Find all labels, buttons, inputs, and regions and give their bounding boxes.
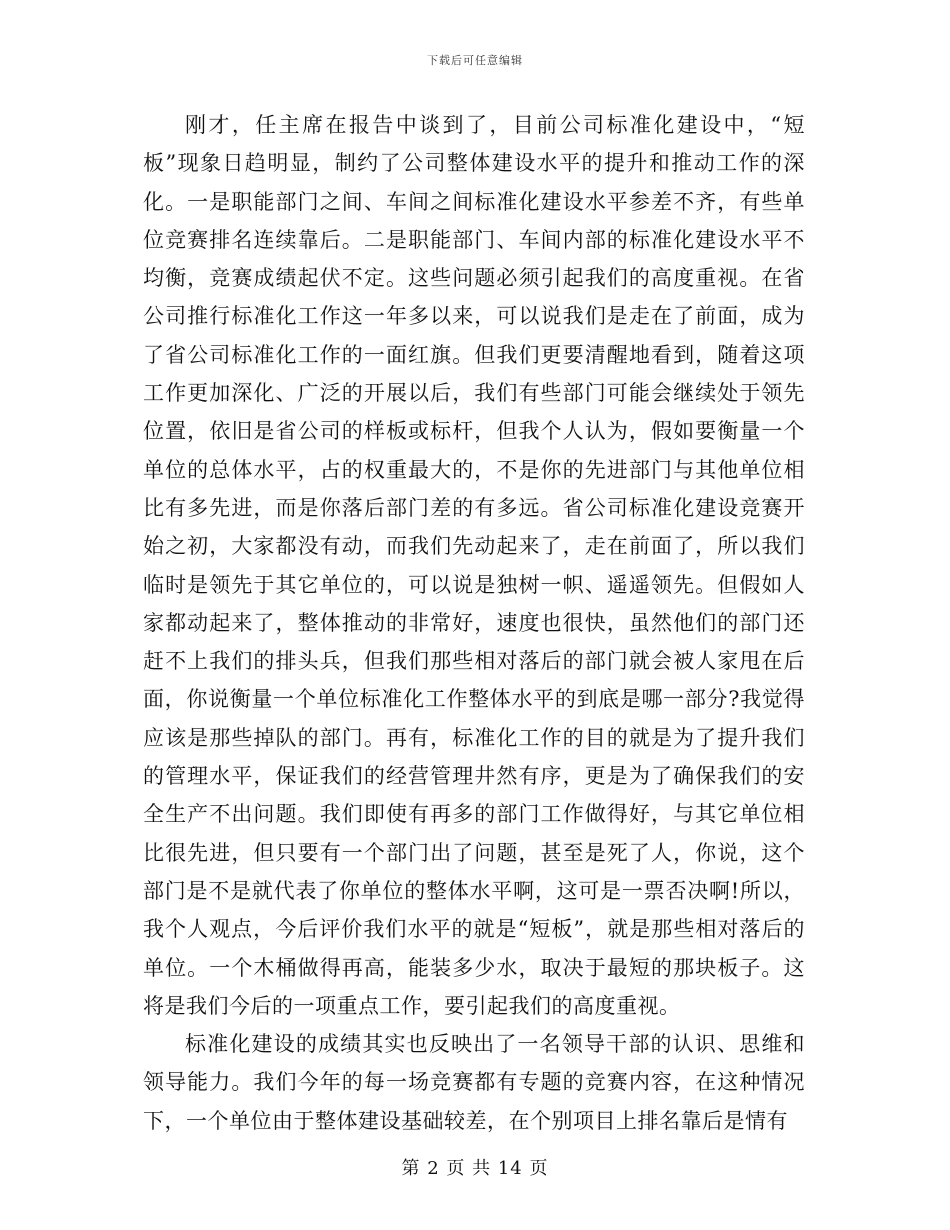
page-header: 下载后可任意编辑 <box>427 54 523 67</box>
paragraph-2: 标准化建设的成绩其实也反映出了一名领导干部的认识、思维和领导能力。我们今年的每一场竞赛都有专题的竞赛内容，在这种情况下，一个单位由于整体建设基础较差，在个别项目上排名靠后是情有 <box>143 1032 805 1133</box>
document-body <box>143 106 805 1140</box>
paragraph-1: 刚才，任主席在报告中谈到了，目前公司标准化建设中，“短板”现象日趋明显，制约了公司整体建设水平的提升和推动工作的深化。一是职能部门之间、车间之间标准化建设水平参差不齐，有些单位竞赛排名连续靠后。二是职能部门、车间内部的标准化建设水平不均衡，竞赛成绩起伏不定。这些问题必须引起我们的高度重视。在省公司推行标准化工作这一年多以来，可以说我们是走在了前面，成为了省公司标准化工作的一面红旗。但我们更要清醒地看到，随着这项工作更加深化、广泛的开展以后，我们有些部门可能会继续处于领先位置，依旧是省公司的样板或标杆，但我个人认为，假如要衡量一个单位的总体水平，占的权重最大的，不是你的先进部门与其他单位相比有多先进，而是你落后部门差的有多远。省公司标准化建设竞赛开始之初，大家都没有动，而我们先动起来了，走在前面了，所以我们临时是领先于其它单位的，可以说是独树一帜、遥遥领先。但假如人家都动起来了，整体推动的非常好，速度也很快，虽然他们的部门还赶不上我们的排头兵，但我们那些相对落后的部门就会被人家甩在后面，你说衡量一个单位标准化工作整体水平的到底是哪一部分?我觉得应该是那些掉队的部门。再有，标准化工作的目的就是为了提升我们的管理水平，保证我们的经营管理井然有序，更是为了确保我们的安全生产不出问题。我们即使有再多的部门工作做得好，与其它单位相比很先进，但只要有一个部门出了问题，甚至是死了人，你说，这个部门是不是就代表了你单位的整体水平啊，这可是一票否决啊!所以，我个人观点，今后评价我们水平的就是“短板”，就是那些相对落后的单位。一个木桶做得再高，能装多少水，取决于最短的那块板子。这将是我们今后的一项重点工作，要引起我们的高度重视。 <box>143 113 805 1018</box>
page-number-footer: 第 2 页 共 14 页 <box>401 1158 549 1179</box>
